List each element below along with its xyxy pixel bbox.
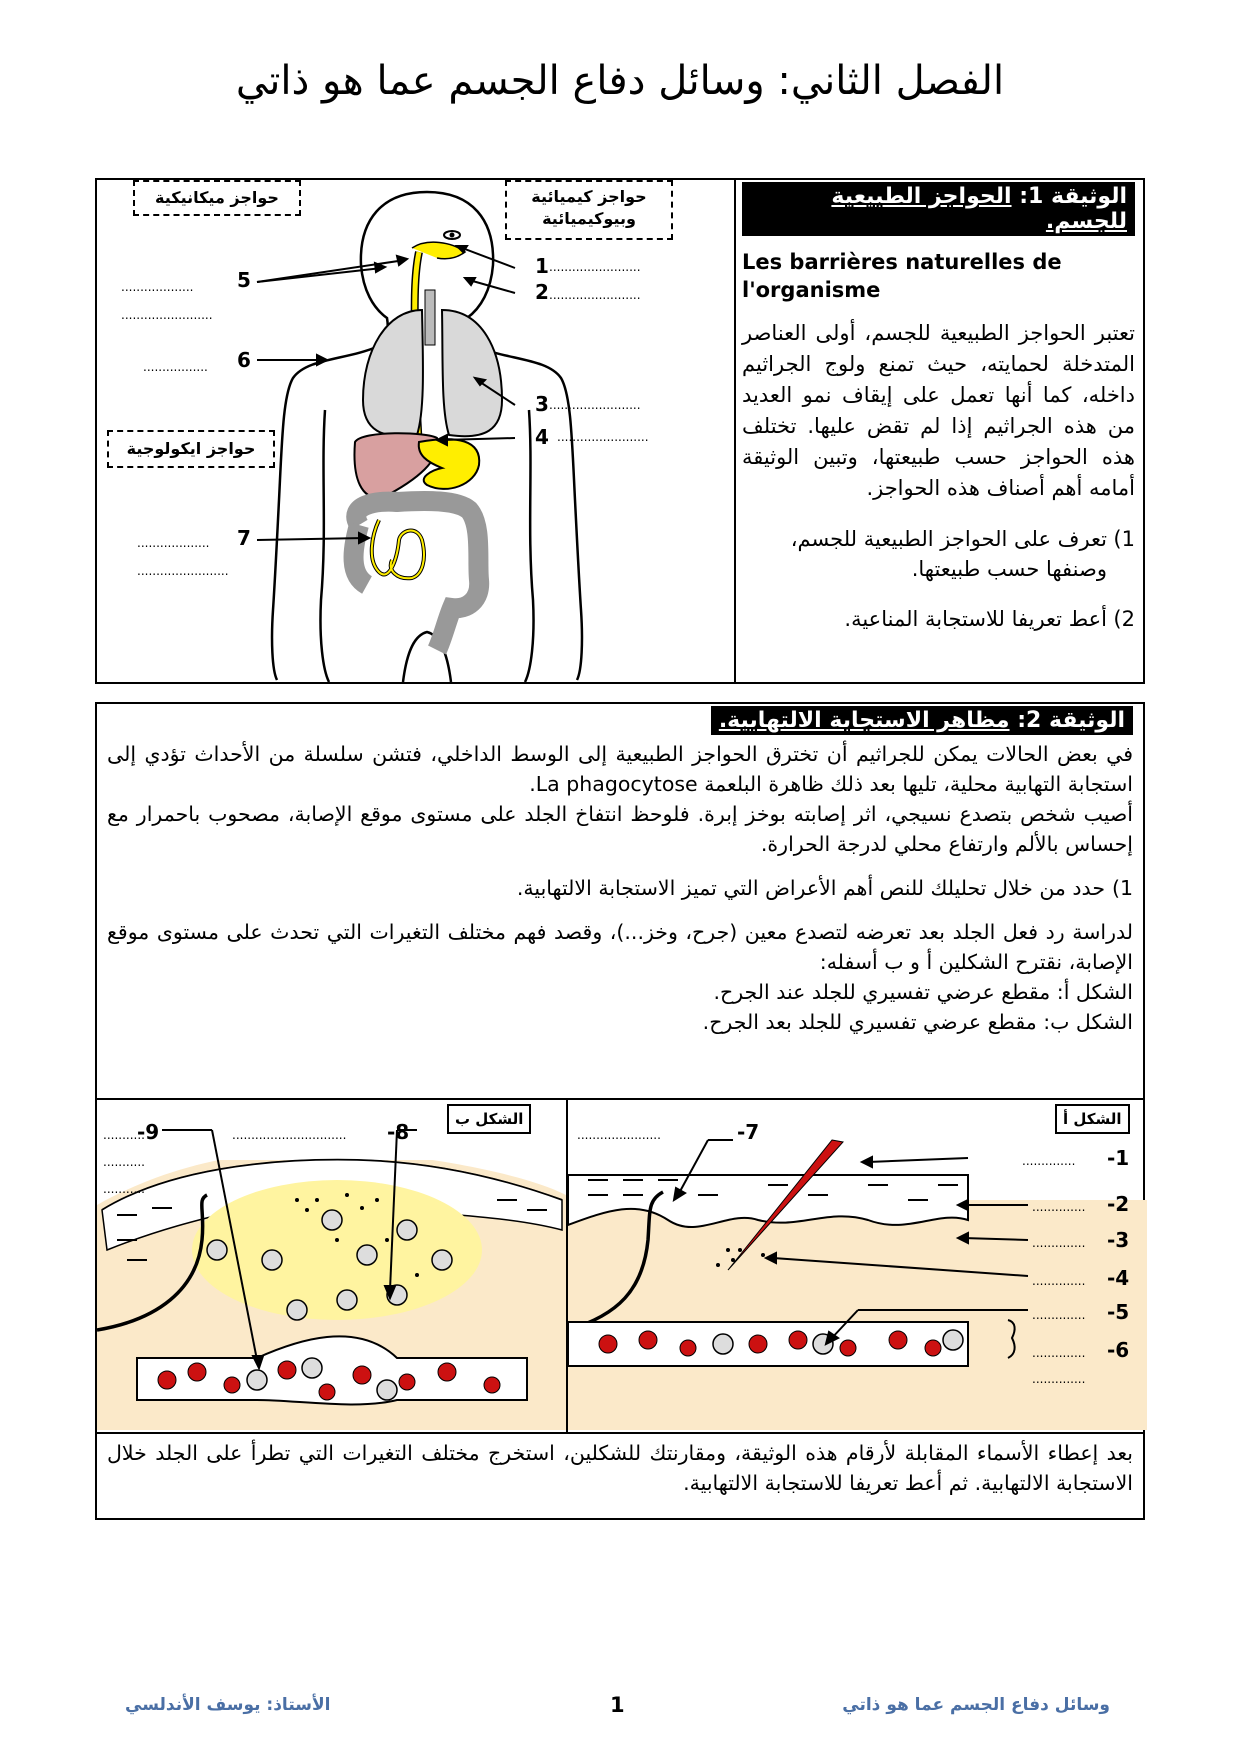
label-2: 2 (535, 280, 549, 304)
answer-blank-8[interactable]: .............................. (232, 1128, 347, 1142)
footer-teacher: الأستاذ: يوسف الأندلسي (125, 1695, 331, 1715)
answer-blank-4[interactable]: ........................ (557, 430, 649, 444)
doc1-paragraph: تعتبر الحواجز الطبيعية للجسم، أولى العناصر المتدخلة لحمايته، حيث تمنع ولوج الجراثيم داخله، كما أنها تعمل على إيقاف نمو العديد من هذه الجراثيم إذا لم تقض عليها. تختلف هذه الحواجز حسب طبيعتها، وتبين الوثيقة أمامه أهم أصناف هذه الحواجز. (742, 321, 1135, 500)
answer-blank-9b[interactable]: ........... (103, 1155, 145, 1169)
doc2-header-title: مظاهر الاستجابة الالتهابية. (718, 708, 1010, 733)
doc2-text (97, 704, 1143, 1100)
label-5: 5 (237, 268, 251, 292)
doc1-french-title: Les barrières naturelles de l'organisme (742, 250, 1062, 302)
label-a7: -7 (737, 1120, 760, 1144)
answer-blank-a2[interactable]: .............. (1032, 1200, 1086, 1214)
answer-blank-a6b[interactable]: .............. (1032, 1372, 1086, 1386)
answer-blank-9[interactable]: ........... (103, 1128, 145, 1142)
answer-blank-5a[interactable]: ................... (121, 280, 194, 294)
label-a3: -3 (1107, 1228, 1130, 1252)
answer-blank-a3[interactable]: .............. (1032, 1236, 1086, 1250)
label-9: -9 (137, 1120, 160, 1144)
q2-text: أعط تعريفا للاستجابة المناعية. (844, 607, 1107, 631)
answer-blank-a1[interactable]: .............. (1022, 1154, 1076, 1168)
doc2-question-1 (107, 873, 1133, 903)
label-1: 1 (535, 254, 549, 278)
answer-blank-a6[interactable]: .............. (1032, 1346, 1086, 1360)
answer-blank-6[interactable]: ................. (143, 360, 208, 374)
answer-blank-3[interactable]: ........................ (549, 398, 641, 412)
doc2-q1-number: 1) (1111, 876, 1133, 900)
q1-text: تعرف على الحواجز الطبيعية للجسم، وصنفها حسب طبيعتها. (790, 527, 1107, 581)
label-a2: -2 (1107, 1192, 1130, 1216)
doc1-question-1 (742, 524, 1135, 584)
chemical-barriers-box: حواجز كيميائية وبيوكيميائية (505, 180, 673, 240)
answer-blank-a5[interactable]: .............. (1032, 1308, 1086, 1322)
doc2-final-question (97, 1432, 1143, 1518)
ecological-barriers-box: حواجز ايكولوجية (107, 430, 275, 468)
doc1-header-label: الوثيقة 1: (1019, 184, 1127, 209)
document-1 (95, 178, 1145, 684)
doc1-text-column (742, 180, 1135, 682)
answer-blank-7a[interactable]: ................... (137, 536, 210, 550)
document-2 (95, 702, 1145, 1520)
footer-course-title: وسائل دفاع الجسم عما هو ذاتي (842, 1695, 1110, 1715)
figure-b-label: الشكل ب (447, 1104, 531, 1134)
answer-blank-5b[interactable]: ........................ (121, 308, 213, 322)
doc2-header-label: الوثيقة 2: (1017, 708, 1125, 733)
doc2-figures (97, 1100, 1143, 1434)
doc2-q1-text: حدد من خلال تحليلك للنص أهم الأعراض التي تميز الاستجابة الالتهابية. (516, 876, 1105, 900)
answer-blank-7b[interactable]: ........................ (137, 564, 229, 578)
doc2-paragraph-2: أصيب شخص بتصدع نسيجي، اثر إصابته بوخز إبرة. فلوحظ انتفاخ الجلد على مستوى موقع الإصابة، مصحوب باحمرار مع إحساس بالألم وارتفاع محلي لدرجة الحرارة. (107, 802, 1133, 856)
label-3: 3 (535, 392, 549, 416)
label-6: 6 (237, 348, 251, 372)
figure-a-label: الشكل أ (1055, 1104, 1130, 1134)
fig-b-caption: الشكل ب: مقطع عرضي تفسيري للجلد بعد الجرح. (702, 1010, 1133, 1034)
page-number: 1 (610, 1693, 625, 1717)
column-divider (734, 180, 736, 682)
q2-number: 2) (1113, 607, 1135, 631)
doc1-question-2 (742, 604, 1135, 634)
label-a4: -4 (1107, 1266, 1130, 1290)
answer-blank-a7[interactable]: ...................... (577, 1128, 661, 1142)
label-7: 7 (237, 526, 251, 550)
doc2-paragraph-1: في بعض الحالات يمكن للجراثيم أن تخترق الحواجز الطبيعية إلى الوسط الداخلي، فتشن سلسلة من الأحداث تؤدي إلى استجابة التهابية محلية، تليها بعد ذلك ظاهرة البلعمة La phagocytose. (107, 742, 1133, 796)
doc2-final-text: بعد إعطاء الأسماء المقابلة لأرقام هذه الوثيقة، ومقارنتك للشكلين، استخرج مختلف التغيرات التي تطرأ على الجلد خلال الاستجابة الالتهابية. ثم أعط تعريفا للاستجابة الالتهابية. (107, 1441, 1133, 1495)
label-8: -8 (387, 1120, 410, 1144)
doc1-header (742, 182, 1135, 236)
answer-blank-2[interactable]: ........................ (549, 288, 641, 302)
fig-a-caption: الشكل أ: مقطع عرضي تفسيري للجلد عند الجرح. (713, 980, 1133, 1004)
answer-blank-1[interactable]: ........................ (549, 260, 641, 274)
page-title: الفصل الثاني: وسائل دفاع الجسم عما هو ذاتي (235, 58, 1005, 104)
label-a5: -5 (1107, 1300, 1130, 1324)
answer-blank-a4[interactable]: .............. (1032, 1274, 1086, 1288)
mechanical-barriers-box: حواجز ميكانيكية (133, 180, 301, 216)
doc2-paragraph-3: لدراسة رد فعل الجلد بعد تعرضه لتصدع معين (جرح، وخز...)، وقصد فهم مختلف التغيرات التي تحدث على مستوى موقع الإصابة، نقترح الشكلين أ و ب أسفله: (107, 920, 1133, 974)
label-a1: -1 (1107, 1146, 1130, 1170)
answer-blank-9c[interactable]: ........... (103, 1182, 145, 1196)
doc1-header-title: الحواجز الطبيعية للجسم. (831, 184, 1127, 234)
doc2-header (711, 706, 1133, 735)
figure-b-skin-after-wound (97, 1100, 566, 1430)
label-4: 4 (535, 425, 549, 449)
label-a6: -6 (1107, 1338, 1130, 1362)
q1-number: 1) (1113, 527, 1135, 551)
